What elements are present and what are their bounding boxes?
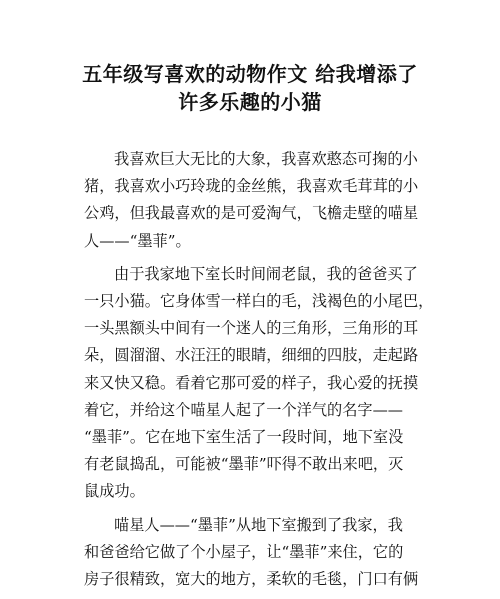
paragraph-line: 和爸爸给它做了个小屋子，让“墨菲”来住，它的 bbox=[84, 542, 404, 561]
paragraph-1 bbox=[84, 146, 424, 255]
paragraph-line: 由于我家地下室长时间闹老鼠，我的爸爸买了 bbox=[114, 264, 418, 283]
article-title-line-1: 五年级写喜欢的动物作文 给我增添了 bbox=[82, 62, 418, 86]
article-title bbox=[60, 60, 440, 116]
paragraph-line: 喵星人——“墨菲”从地下室搬到了我家，我 bbox=[114, 515, 403, 534]
paragraph-line: 一只小猫。它身体雪一样白的毛，浅褐色的小尾巴， bbox=[84, 292, 434, 311]
paragraph-line: “墨菲”。它在地下室生活了一段时间，地下室没 bbox=[84, 428, 404, 447]
paragraph-2 bbox=[84, 261, 434, 506]
paragraph-line: 朵，圆溜溜、水汪汪的眼睛，细细的四肢，走起路 bbox=[84, 346, 419, 365]
paragraph-line: 一头黑额头中间有一个迷人的三角形，三角形的耳 bbox=[84, 319, 419, 338]
paragraph-line: 有老鼠捣乱，可能被“墨菲”吓得不敢出来吧，灭 bbox=[84, 455, 404, 474]
paragraph-line: 猪，我喜欢小巧玲珑的金丝熊，我喜欢毛茸茸的小 bbox=[84, 177, 419, 196]
paragraph-line: 来又快又稳。看着它那可爱的样子，我心爱的抚摸 bbox=[84, 373, 419, 392]
paragraph-line: 着它，并给这个喵星人起了一个洋气的名字—— bbox=[84, 400, 403, 419]
paragraph-line: 鼠成功。 bbox=[84, 482, 145, 501]
article-title-line-2: 许多乐趣的小猫 bbox=[178, 90, 322, 114]
article-body bbox=[84, 146, 434, 599]
paragraph-3 bbox=[84, 512, 424, 594]
paragraph-line: 房子很精致，宽大的地方，柔软的毛毯，门口有俩 bbox=[84, 570, 419, 589]
paragraph-line: 人——“墨菲”。 bbox=[84, 231, 191, 250]
paragraph-line: 公鸡，但我最喜欢的是可爱淘气，飞檐走壁的喵星 bbox=[84, 204, 419, 223]
paragraph-line: 我喜欢巨大无比的大象，我喜欢憨态可掬的小 bbox=[114, 150, 418, 168]
